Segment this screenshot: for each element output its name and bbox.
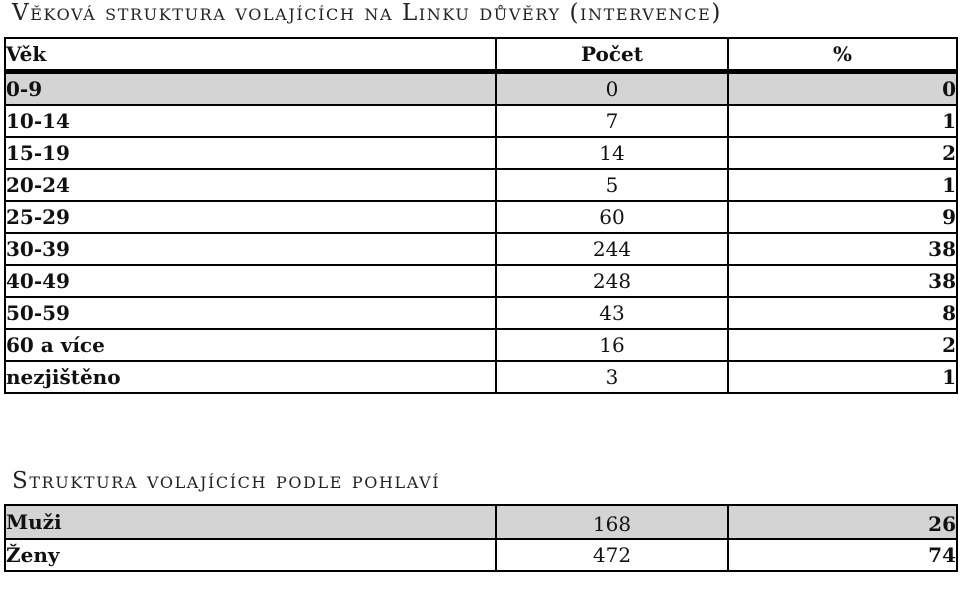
age-cell: 30-39 — [5, 233, 496, 265]
table-row — [5, 137, 957, 169]
percent-cell: 9 — [728, 201, 957, 233]
count-cell: 7 — [496, 105, 728, 137]
age-structure-table — [4, 37, 958, 394]
table-row — [5, 297, 957, 329]
table-row — [5, 505, 957, 539]
age-cell: 0-9 — [5, 72, 496, 106]
count-cell: 244 — [496, 233, 728, 265]
count-cell: 43 — [496, 297, 728, 329]
percent-cell: 8 — [728, 297, 957, 329]
header-age: Věk — [5, 38, 496, 72]
percent-cell: 1 — [728, 361, 957, 393]
age-cell: nezjištěno — [5, 361, 496, 393]
age-cell: 20-24 — [5, 169, 496, 201]
age-cell: 50-59 — [5, 297, 496, 329]
percent-cell: 38 — [728, 265, 957, 297]
count-cell: 16 — [496, 329, 728, 361]
age-cell: 15-19 — [5, 137, 496, 169]
age-cell: 40-49 — [5, 265, 496, 297]
percent-cell: 26 — [728, 505, 957, 539]
count-cell: 0 — [496, 72, 728, 106]
table-row — [5, 105, 957, 137]
table-row — [5, 329, 957, 361]
table-row — [5, 72, 957, 106]
age-cell: 25-29 — [5, 201, 496, 233]
table-row — [5, 233, 957, 265]
percent-cell: 1 — [728, 169, 957, 201]
count-cell: 168 — [496, 505, 728, 539]
percent-cell: 2 — [728, 137, 957, 169]
count-cell: 472 — [496, 539, 728, 571]
percent-cell: 0 — [728, 72, 957, 106]
gender-structure-table — [4, 504, 958, 572]
gender-cell: Muži — [5, 505, 496, 539]
count-cell: 3 — [496, 361, 728, 393]
count-cell: 14 — [496, 137, 728, 169]
table-row — [5, 201, 957, 233]
table-header-row — [5, 38, 957, 72]
count-cell: 5 — [496, 169, 728, 201]
table-row — [5, 169, 957, 201]
gender-structure-heading: Struktura volajících podle pohlaví — [12, 468, 441, 494]
count-cell: 60 — [496, 201, 728, 233]
table-row — [5, 265, 957, 297]
count-cell: 248 — [496, 265, 728, 297]
percent-cell: 2 — [728, 329, 957, 361]
age-cell: 60 a více — [5, 329, 496, 361]
header-count: Počet — [496, 38, 728, 72]
header-percent: % — [728, 38, 957, 72]
percent-cell: 1 — [728, 105, 957, 137]
percent-cell: 74 — [728, 539, 957, 571]
table-row — [5, 539, 957, 571]
percent-cell: 38 — [728, 233, 957, 265]
age-cell: 10-14 — [5, 105, 496, 137]
age-structure-heading: Věková struktura volajících na Linku důvěry (intervence) — [12, 0, 723, 26]
table-row — [5, 361, 957, 393]
gender-cell: Ženy — [5, 539, 496, 571]
